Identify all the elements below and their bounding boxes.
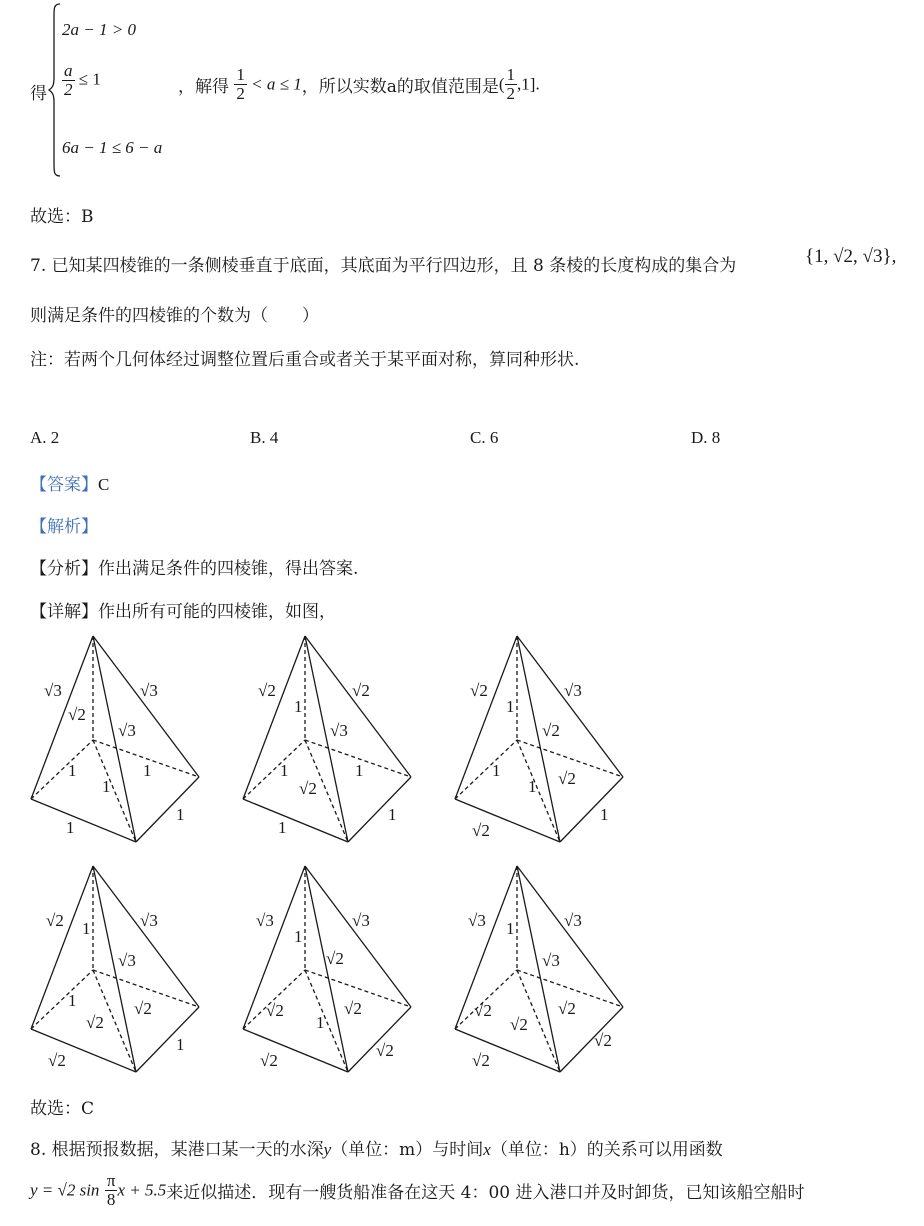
answer-line <box>30 470 109 495</box>
p5-label-left: √3 <box>256 911 274 930</box>
pyramid-2 <box>243 636 411 842</box>
p6-label-base-back: √2 <box>558 999 576 1018</box>
q8-unit-x: （单位：h）的关系可以用函数 <box>490 1140 723 1160</box>
p6-label-height: 1 <box>506 919 515 938</box>
q7-choice: 故选：C <box>30 1099 95 1119</box>
p1-label-left: √3 <box>44 681 62 700</box>
pyramid-6 <box>455 866 623 1072</box>
pyramid-figures <box>0 620 924 1080</box>
analysis-fenxi: 【分析】作出满足条件的四棱锥，得出答案. <box>30 559 359 579</box>
q8-var-y: y <box>323 1140 332 1159</box>
q8-formula-numerator: π <box>106 1171 116 1190</box>
p5-label-base-back: √2 <box>344 999 362 1018</box>
left-brace-icon <box>48 2 62 178</box>
inequality-3: 6a − 1 ≤ 6 − a <box>62 138 163 157</box>
p2-label-diagonal: √2 <box>299 779 317 798</box>
p5-label-front: √2 <box>326 949 344 968</box>
p4-label-base-back: √2 <box>134 999 152 1018</box>
p4-label-right: √3 <box>140 911 158 930</box>
option-a: A. 2 <box>30 428 60 447</box>
p6-label-front: √3 <box>542 951 560 970</box>
pyramid-3 <box>455 636 623 842</box>
ineq2-rest: ≤ 1 <box>74 69 101 89</box>
q8-formula-pre: y = √2 sin <box>30 1180 100 1200</box>
p3-label-right: √3 <box>564 681 582 700</box>
q7-stem-line2: 则满足条件的四棱锥的个数为（ ） <box>30 306 319 326</box>
q8-stem-line2 <box>30 1172 804 1209</box>
solve-prefix: ，解得 <box>178 76 229 97</box>
pyramid-1 <box>31 636 199 842</box>
q8-var-x: x <box>483 1140 491 1159</box>
analysis-label: 【解析】 <box>30 517 98 537</box>
p6-label-base-right: √2 <box>594 1031 612 1050</box>
solve-numerator: 1 <box>236 65 245 84</box>
p5-label-base-left: √2 <box>266 1001 284 1020</box>
p6-label-left: √3 <box>468 911 486 930</box>
solve-line <box>178 66 540 103</box>
p3-label-height: 1 <box>506 697 515 716</box>
p2-label-front: √3 <box>330 721 348 740</box>
p2-label-base-front: 1 <box>278 818 287 837</box>
p3-label-front: √2 <box>542 721 560 740</box>
p3-label-base-left: 1 <box>492 761 501 780</box>
p5-label-diagonal: 1 <box>316 1013 325 1032</box>
inequality-2 <box>62 62 101 99</box>
p2-label-right: √2 <box>352 681 370 700</box>
p6-label-diagonal: √2 <box>510 1015 528 1034</box>
solve-denominator: 2 <box>236 83 245 103</box>
p3-label-left: √2 <box>470 681 488 700</box>
q8-line2-rest: 来近似描述．现有一艘货船准备在这天 4：00 进入港口并及时卸货，已知该船空船时 <box>166 1182 805 1203</box>
ineq2-numerator: a <box>64 61 73 80</box>
p3-label-base-back: √2 <box>558 769 576 788</box>
p5-label-base-right: √2 <box>376 1041 394 1060</box>
p4-label-base-right: 1 <box>176 1035 185 1054</box>
option-d: D. 8 <box>691 428 721 447</box>
p5-label-right: √3 <box>352 911 370 930</box>
range-close: ,1]. <box>517 74 540 94</box>
p1-label-front: √3 <box>118 721 136 740</box>
pyramid-4 <box>31 866 199 1072</box>
q6-choice: 故选：B <box>30 207 94 227</box>
p1-label-base-front: 1 <box>66 818 75 837</box>
p6-label-base-front: √2 <box>472 1051 490 1070</box>
p4-label-diagonal: √2 <box>86 1013 104 1032</box>
p2-label-base-left: 1 <box>280 761 289 780</box>
p2-label-base-right: 1 <box>388 805 397 824</box>
range-numerator: 1 <box>506 65 516 84</box>
p1-label-base-left: 1 <box>68 761 77 780</box>
q8-formula-denominator: 8 <box>106 1189 116 1209</box>
ineq2-denominator: 2 <box>64 79 73 99</box>
p4-label-height: 1 <box>82 919 91 938</box>
q8-stem-line1 <box>30 1135 723 1160</box>
q7-stem-line1: 7. 已知某四棱锥的一条侧棱垂直于底面，其底面为平行四边形，且 8 条棱的长度构成的集合为 <box>30 256 737 276</box>
de-text: 得 <box>30 84 47 104</box>
answer-value: C <box>98 475 110 494</box>
p4-label-base-left: 1 <box>68 991 77 1010</box>
range-denominator: 2 <box>506 83 516 103</box>
option-c: C. 6 <box>470 428 499 447</box>
p2-label-base-back: 1 <box>355 761 364 780</box>
p1-label-base-right: 1 <box>176 805 185 824</box>
q8-unit-y: （单位：m）与时间 <box>331 1140 484 1160</box>
p3-label-base-right: 1 <box>600 805 609 824</box>
q7-note: 注：若两个几何体经过调整位置后重合或者关于某平面对称，算同种形状. <box>30 350 580 370</box>
q7-length-set: {1, √2, √3}, <box>805 246 897 267</box>
p6-label-right: √3 <box>564 911 582 930</box>
p3-label-diagonal: 1 <box>528 777 537 796</box>
q8-formula-post: x + 5.5 <box>117 1180 167 1200</box>
solve-rest: < a ≤ 1 <box>246 74 302 94</box>
p1-label-base-back: 1 <box>143 761 152 780</box>
inequality-1: 2a − 1 > 0 <box>62 20 136 39</box>
range-text: ，所以实数a的取值范围是 <box>301 76 499 97</box>
pyramid-5 <box>243 866 411 1072</box>
p5-label-base-front: √2 <box>260 1051 278 1070</box>
p4-label-base-front: √2 <box>48 1051 66 1070</box>
p3-label-base-front: √2 <box>472 821 490 840</box>
p1-label-diagonal: 1 <box>102 777 111 796</box>
p2-label-left: √2 <box>258 681 276 700</box>
analysis-xiangjie: 【详解】作出所有可能的四棱锥，如图， <box>30 602 336 622</box>
answer-label: 【答案】 <box>30 475 98 495</box>
option-b: B. 4 <box>250 428 279 447</box>
p1-label-height: √2 <box>68 705 86 724</box>
p4-label-front: √3 <box>118 951 136 970</box>
p6-label-base-left: √2 <box>474 1001 492 1020</box>
range-open: ( <box>498 74 505 94</box>
q8-prefix: 8. 根据预报数据，某港口某一天的水深 <box>30 1140 324 1160</box>
p2-label-height: 1 <box>294 697 303 716</box>
p1-label-right: √3 <box>140 681 158 700</box>
p5-label-height: 1 <box>294 927 303 946</box>
p4-label-left: √2 <box>46 911 64 930</box>
